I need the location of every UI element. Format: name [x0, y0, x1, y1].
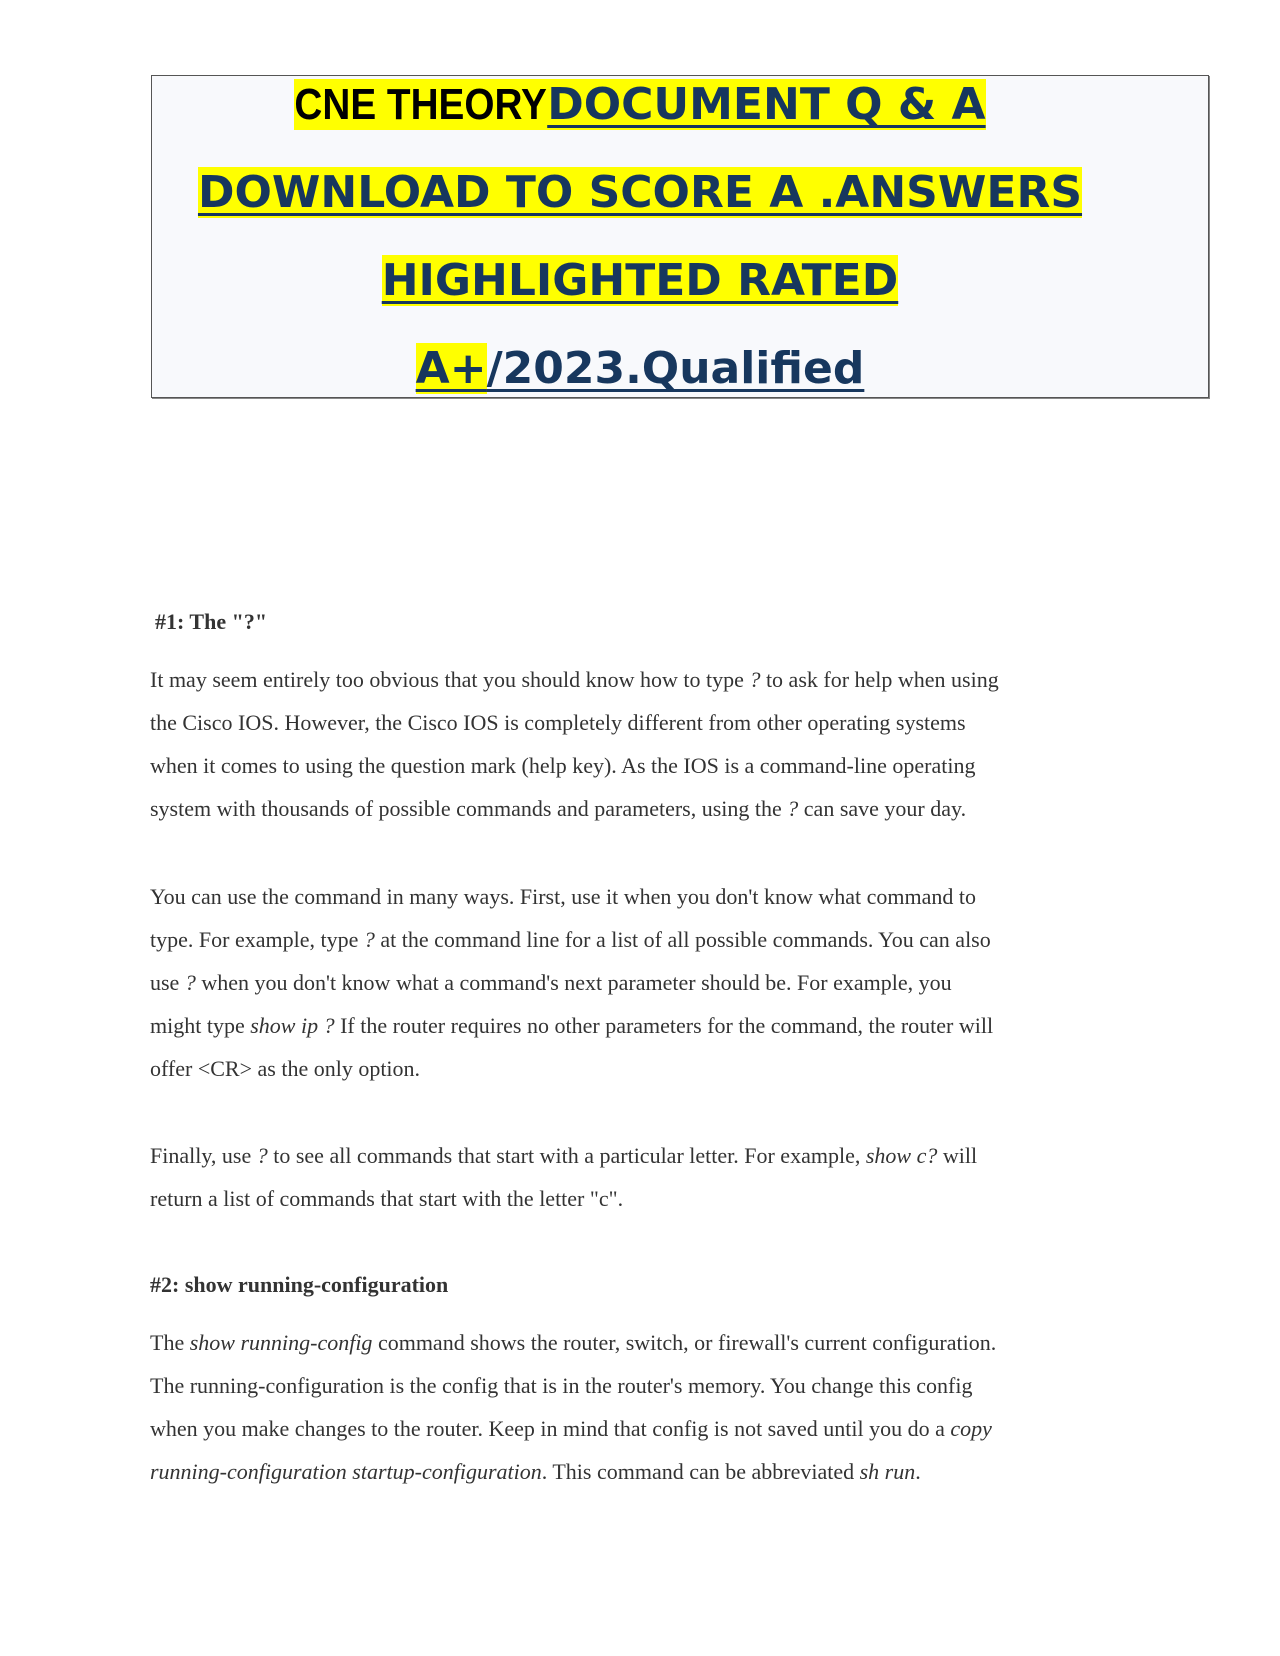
- title-line-2: [0, 163, 1280, 223]
- text-line: offer <CR> as the only option.: [150, 1056, 421, 1081]
- section-1-paragraph-2: [150, 875, 1130, 1090]
- title-cne-theory: CNE THEORY: [294, 80, 548, 129]
- text-line: running-configuration startup-configuration. This command can be abbreviated sh run.: [150, 1459, 921, 1484]
- section-1-heading: #1: The "?": [155, 609, 268, 634]
- italic-term: copy: [950, 1416, 992, 1441]
- section-2-paragraph-1: [150, 1321, 1130, 1493]
- text-line: The running-configuration is the config that is in the router's memory. You change this config: [150, 1373, 973, 1398]
- title-line-4: [0, 339, 1280, 399]
- title-year-qualified: /2023.Qualified: [486, 343, 865, 394]
- italic-term: ?: [787, 796, 799, 821]
- text-line: return a list of commands that start with the letter "c".: [150, 1186, 624, 1211]
- title-highlight: [294, 79, 985, 130]
- title-document-qa: DOCUMENT Q & A: [547, 79, 986, 130]
- italic-term: show ip ?: [250, 1013, 335, 1038]
- text-line: The show running-config command shows the router, switch, or firewall's current configuration.: [150, 1330, 997, 1355]
- text-line: when it comes to using the question mark (help key). As the IOS is a command-line operating: [150, 753, 976, 778]
- section-1-paragraph-3: [150, 1134, 1130, 1220]
- italic-term: sh run: [859, 1459, 916, 1484]
- title-highlighted-rated: HIGHLIGHTED RATED: [381, 255, 899, 306]
- italic-term: ?: [749, 667, 761, 692]
- text-line: the Cisco IOS. However, the Cisco IOS is completely different from other operating systems: [150, 710, 966, 735]
- italic-term: ?: [256, 1143, 268, 1168]
- section-1-paragraph-1: [150, 658, 1130, 830]
- text-line: when you make changes to the router. Keep in mind that config is not saved until you do a copy: [150, 1416, 992, 1441]
- italic-term: ?: [184, 970, 196, 995]
- text-line: You can use the command in many ways. First, use it when you don't know what command to: [150, 884, 977, 909]
- section-2-heading: #2: show running-configuration: [150, 1272, 449, 1297]
- title-line-3: [0, 251, 1280, 311]
- text-line: might type show ip ? If the router requires no other parameters for the command, the router will: [150, 1013, 994, 1038]
- title-a-plus: A+: [415, 343, 487, 394]
- title-line-1: [0, 75, 1280, 135]
- italic-term: show c?: [865, 1143, 938, 1168]
- italic-term: ?: [363, 927, 375, 952]
- text-line: use ? when you don't know what a command's next parameter should be. For example, you: [150, 970, 952, 995]
- italic-term: running-configuration startup-configuration: [150, 1459, 542, 1484]
- title-download: DOWNLOAD TO SCORE A .ANSWERS: [197, 167, 1083, 218]
- text-line: It may seem entirely too obvious that you should know how to type ? to ask for help when using: [150, 667, 999, 692]
- text-line: type. For example, type ? at the command line for a list of all possible commands. You can also: [150, 927, 991, 952]
- italic-term: show running-config: [189, 1330, 373, 1355]
- text-line: system with thousands of possible commands and parameters, using the ? can save your day.: [150, 796, 967, 821]
- text-line: Finally, use ? to see all commands that start with a particular letter. For example, show c? will: [150, 1143, 978, 1168]
